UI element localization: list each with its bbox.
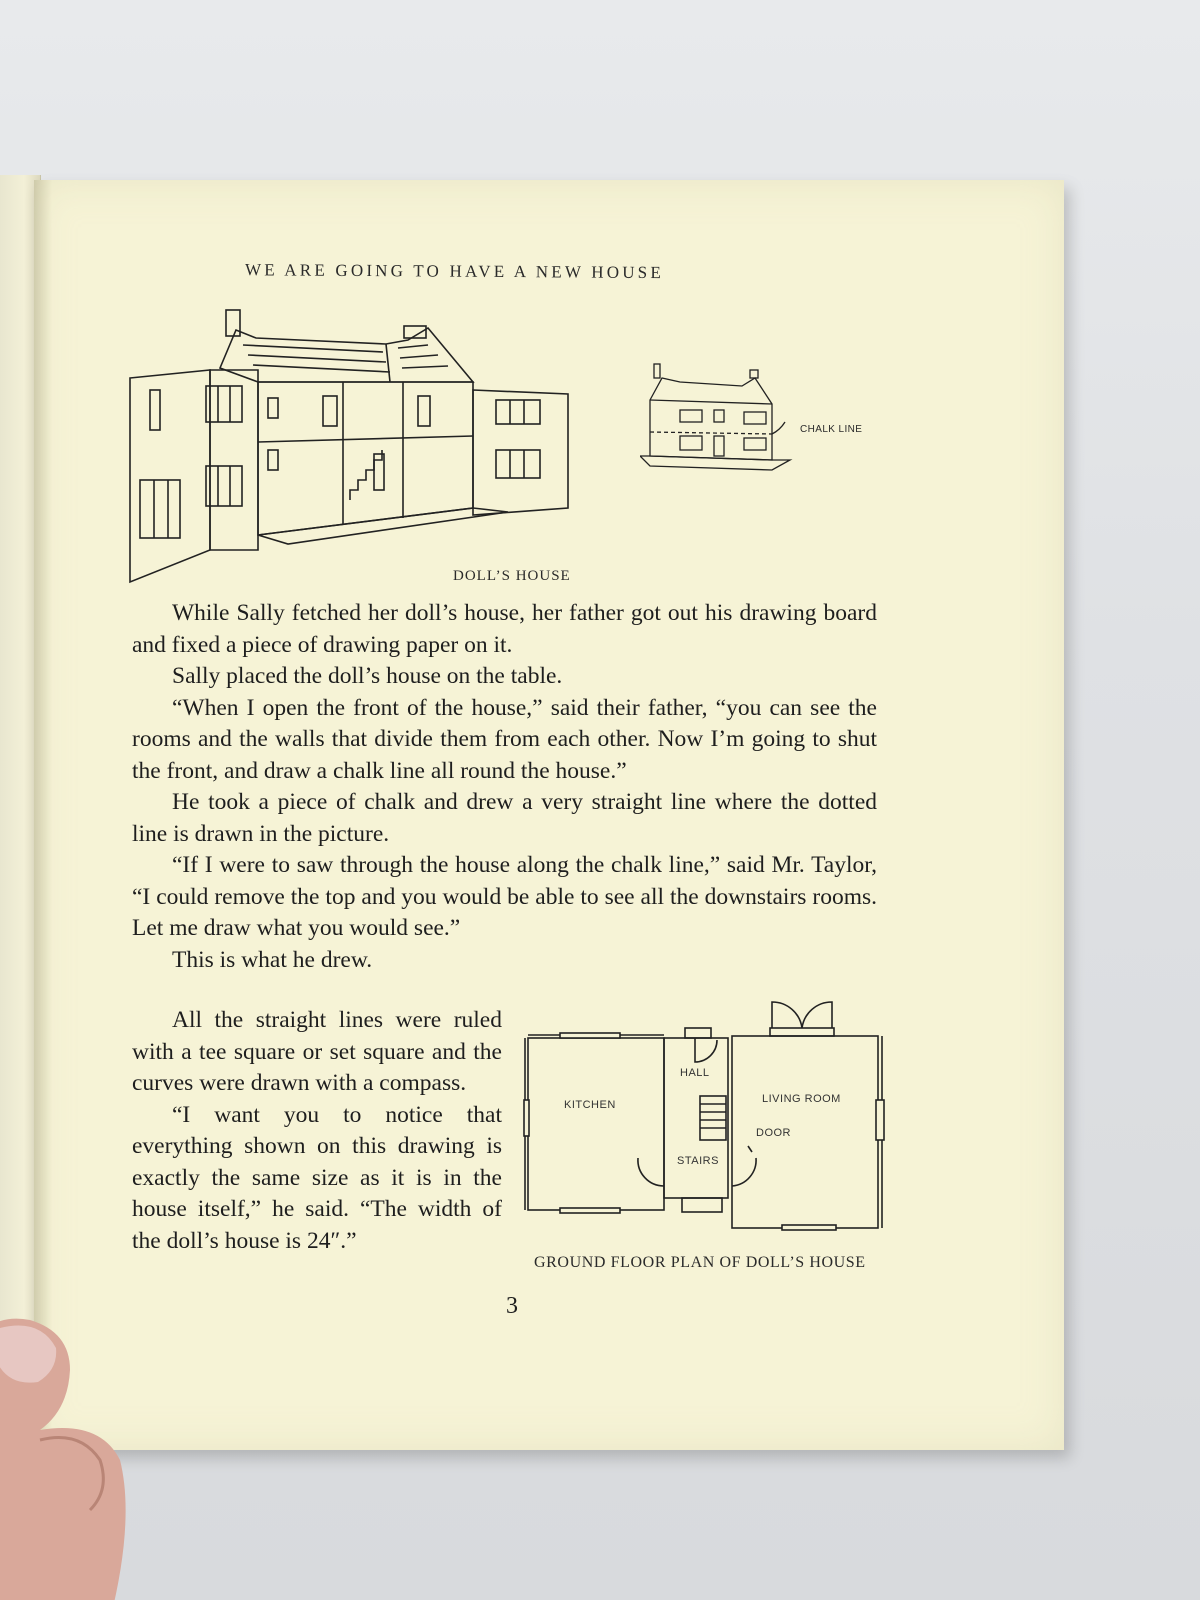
- paragraph: “I want you to notice that everything shown on this drawing is exactly the same size as it is in the house itself,” he said. “The width of the doll’s house is 24″.”: [132, 1101, 502, 1254]
- hall-label: HALL: [680, 1067, 710, 1079]
- paragraph: “If I were to saw through the house along the chalk line,” said Mr. Taylor, “I could remove the top and you would be able to see all the downstairs rooms. Let me draw what you would see.”: [132, 852, 877, 941]
- paragraph: All the straight lines were ruled with a tee square or set square and the curves were drawn with a compass.: [132, 1007, 502, 1096]
- main-text: [132, 598, 877, 976]
- closed-dolls-house-illustration: [640, 360, 800, 490]
- paragraph: This is what he drew.: [172, 946, 373, 973]
- side-text: [132, 1005, 502, 1257]
- living-room-outline: [732, 1036, 878, 1228]
- ground-floor-plan: [520, 1000, 900, 1240]
- kitchen-label: KITCHEN: [564, 1099, 616, 1111]
- page-number: 3: [506, 1293, 518, 1319]
- right-front-panel: [473, 390, 568, 515]
- kitchen-outline: [528, 1038, 664, 1210]
- chalk-line: [650, 432, 772, 434]
- paragraph: While Sally fetched her doll’s house, her father got out his drawing board and fixed a piece of drawing paper on it.: [132, 600, 877, 658]
- paragraph: Sally placed the doll’s house on the table.: [172, 663, 563, 689]
- left-front-panel: [130, 370, 210, 582]
- running-head: WE ARE GOING TO HAVE A NEW HOUSE: [244, 260, 665, 283]
- chalk-line-label: CHALK LINE: [800, 424, 863, 435]
- stairs-label: STAIRS: [677, 1155, 719, 1167]
- page-gutter-shadow: [34, 180, 52, 1450]
- open-dolls-house-illustration: [128, 300, 588, 590]
- dolls-house-caption: DOLL’S HOUSE: [453, 568, 571, 584]
- living-room-label: LIVING ROOM: [762, 1093, 841, 1105]
- plan-caption: GROUND FLOOR PLAN OF DOLL’S HOUSE: [534, 1254, 866, 1271]
- finger-photo: [0, 1300, 160, 1600]
- door-label: DOOR: [756, 1127, 791, 1139]
- paragraph: He took a piece of chalk and drew a very straight line where the dotted line is drawn in the picture.: [132, 789, 877, 847]
- paragraph: “When I open the front of the house,” said their father, “you can see the rooms and the walls that divide them from each other. Now I’m going to shut the front, and draw a chalk line all round the house.”: [132, 694, 877, 784]
